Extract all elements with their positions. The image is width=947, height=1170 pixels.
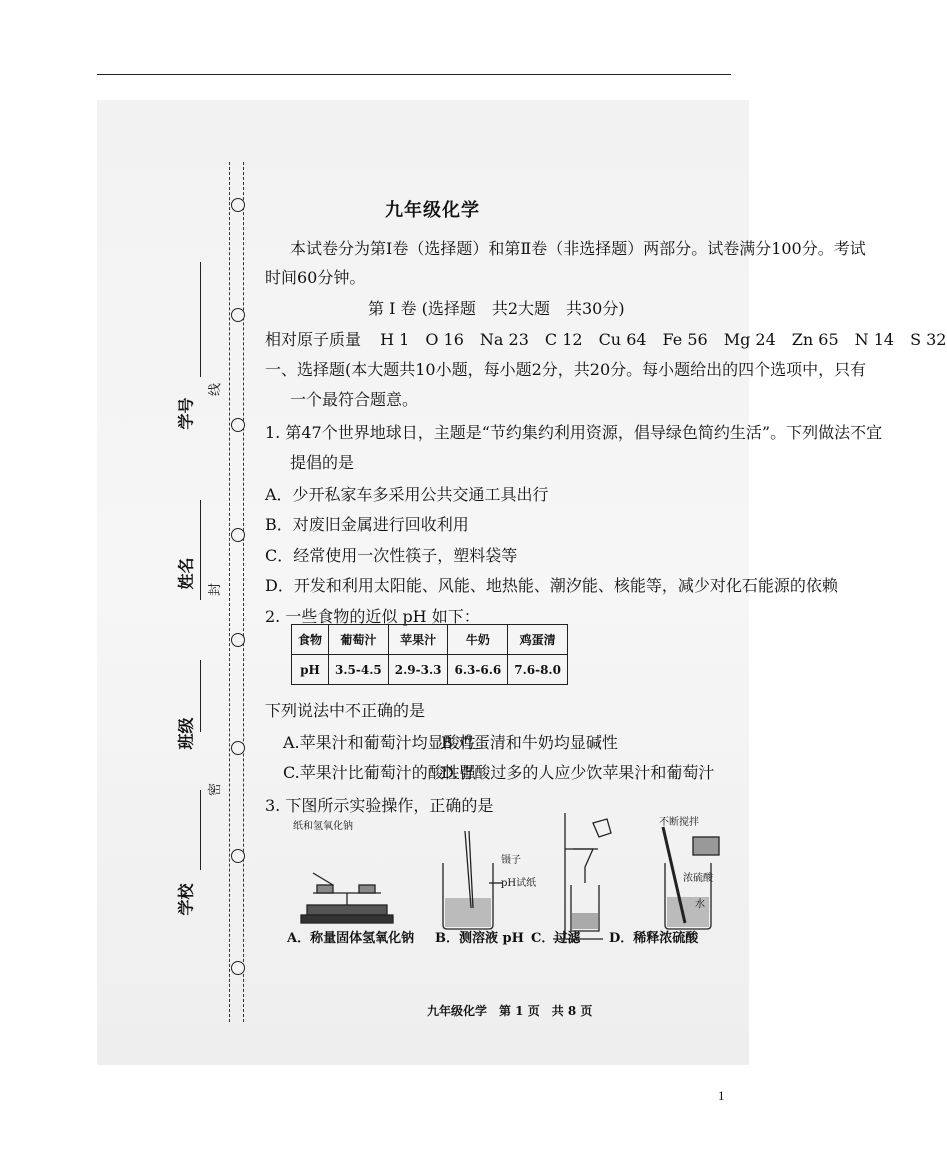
fig-label-water: 水 [695, 899, 705, 910]
q3-option-d: D．稀释浓硫酸 [609, 931, 699, 946]
name-field[interactable] [200, 500, 201, 600]
fig-label-paper-naoh: 纸和氢氧化钠 [293, 821, 353, 832]
q1-option-b: B．对废旧金属进行回收利用 [265, 515, 469, 534]
binding-hole-icon [231, 849, 245, 863]
part1-heading-line-1: 一、选择题(本大题共10小题，每小题2分，共20分。每小题给出的四个选项中，只有 [265, 360, 867, 379]
ph-table [291, 624, 568, 685]
q3-stem: 3. 下图所示实验操作，正确的是 [265, 796, 494, 815]
intro-line-2: 时间60分钟。 [265, 268, 366, 287]
atomic-mass-row [265, 327, 947, 350]
school-label: 学校 [176, 883, 196, 916]
binding-hole-icon [231, 961, 245, 975]
q1-stem-line-1: 1. 第47个世界地球日，主题是“节约集约利用资源，倡导绿色简约生活”。下列做法不宜 [265, 423, 883, 442]
binding-hole-icon [231, 741, 245, 755]
section-title: 第 Ⅰ 卷 (选择题 共2大题 共30分) [368, 299, 625, 318]
exam-title: 九年级化学 [385, 200, 480, 221]
q2-prompt: 下列说法中不正确的是 [265, 701, 426, 720]
class-label: 班级 [176, 717, 196, 750]
part1-heading-line-2: 一个最符合题意。 [290, 390, 419, 409]
binding-hole-icon [231, 633, 245, 647]
table-cell: 鸡蛋清 [508, 625, 568, 655]
scanned-exam-page [97, 100, 947, 1065]
table-cell: pH [292, 655, 329, 685]
seal-word-line: 线 [208, 382, 224, 397]
q2-stem: 2. 一些食物的近似 pH 如下： [265, 607, 480, 626]
q1-option-c: C．经常使用一次性筷子，塑料袋等 [265, 546, 518, 565]
table-cell: 牛奶 [448, 625, 508, 655]
binding-dash-left [229, 162, 230, 1022]
q3-option-c: C．过滤 [531, 931, 581, 946]
table-row [292, 625, 568, 655]
seal-word-seal: 封 [208, 582, 224, 597]
page-footer: 九年级化学 第 1 页 共 8 页 [427, 1004, 593, 1018]
header-rule [97, 74, 731, 75]
table-cell: 苹果汁 [388, 625, 448, 655]
seal-word-secret: 密 [208, 782, 224, 797]
student-no-label: 学号 [176, 397, 196, 430]
q2-option-b: B.鸡蛋清和牛奶均显碱性 [441, 733, 618, 752]
table-cell: 3.5-4.5 [329, 655, 389, 685]
student-no-field[interactable] [200, 262, 201, 377]
binding-hole-icon [231, 528, 245, 542]
binding-hole-icon [231, 198, 245, 212]
atomic-mass-label: 相对原子质量 [265, 330, 362, 349]
balance-figure [301, 873, 393, 923]
table-cell: 2.9-3.3 [388, 655, 448, 685]
q1-option-d: D．开发和利用太阳能、风能、地热能、潮汐能、核能等，减少对化石能源的依赖 [265, 576, 838, 595]
class-field[interactable] [200, 660, 201, 732]
table-cell: 7.6-8.0 [508, 655, 568, 685]
table-row [292, 655, 568, 685]
table-cell: 食物 [292, 625, 329, 655]
q3-option-b: B．测溶液 pH [435, 931, 524, 946]
name-label: 姓名 [176, 557, 196, 590]
q2-option-a: A.苹果汁和葡萄汁均显酸性 [283, 733, 476, 752]
q3-option-a: A．称量固体氢氧化钠 [287, 931, 415, 946]
fig-label-ph-paper: pH试纸 [501, 878, 537, 889]
fig-label-conc-acid: 浓硫酸 [683, 873, 713, 884]
ph-test-figure [443, 831, 503, 929]
page-number: 1 [718, 1088, 725, 1103]
table-cell: 葡萄汁 [329, 625, 389, 655]
q1-option-a: A．少开私家车多采用公共交通工具出行 [265, 485, 549, 504]
binding-dash-right [243, 162, 244, 1022]
binding-hole-icon [231, 418, 245, 432]
binding-hole-icon [231, 308, 245, 322]
fig-label-stir: 不断搅拌 [659, 817, 699, 828]
filtration-figure [553, 813, 611, 939]
table-cell: 6.3-6.6 [448, 655, 508, 685]
atomic-mass-values: H 1 O 16 Na 23 C 12 Cu 64 Fe 56 Mg 24 Zn 65 N 14 S 32 [380, 330, 947, 349]
school-field[interactable] [200, 790, 201, 870]
q2-option-d: D.胃酸过多的人应少饮苹果汁和葡萄汁 [441, 763, 715, 782]
intro-line-1: 本试卷分为第Ⅰ卷（选择题）和第Ⅱ卷（非选择题）两部分。试卷满分100分。考试 [290, 239, 866, 258]
q1-stem-line-2: 提倡的是 [290, 453, 355, 472]
fig-label-tweezers: 镊子 [501, 855, 521, 866]
q2-option-c: C.苹果汁比葡萄汁的酸性强 [283, 763, 476, 782]
binding-margin [229, 162, 257, 1022]
